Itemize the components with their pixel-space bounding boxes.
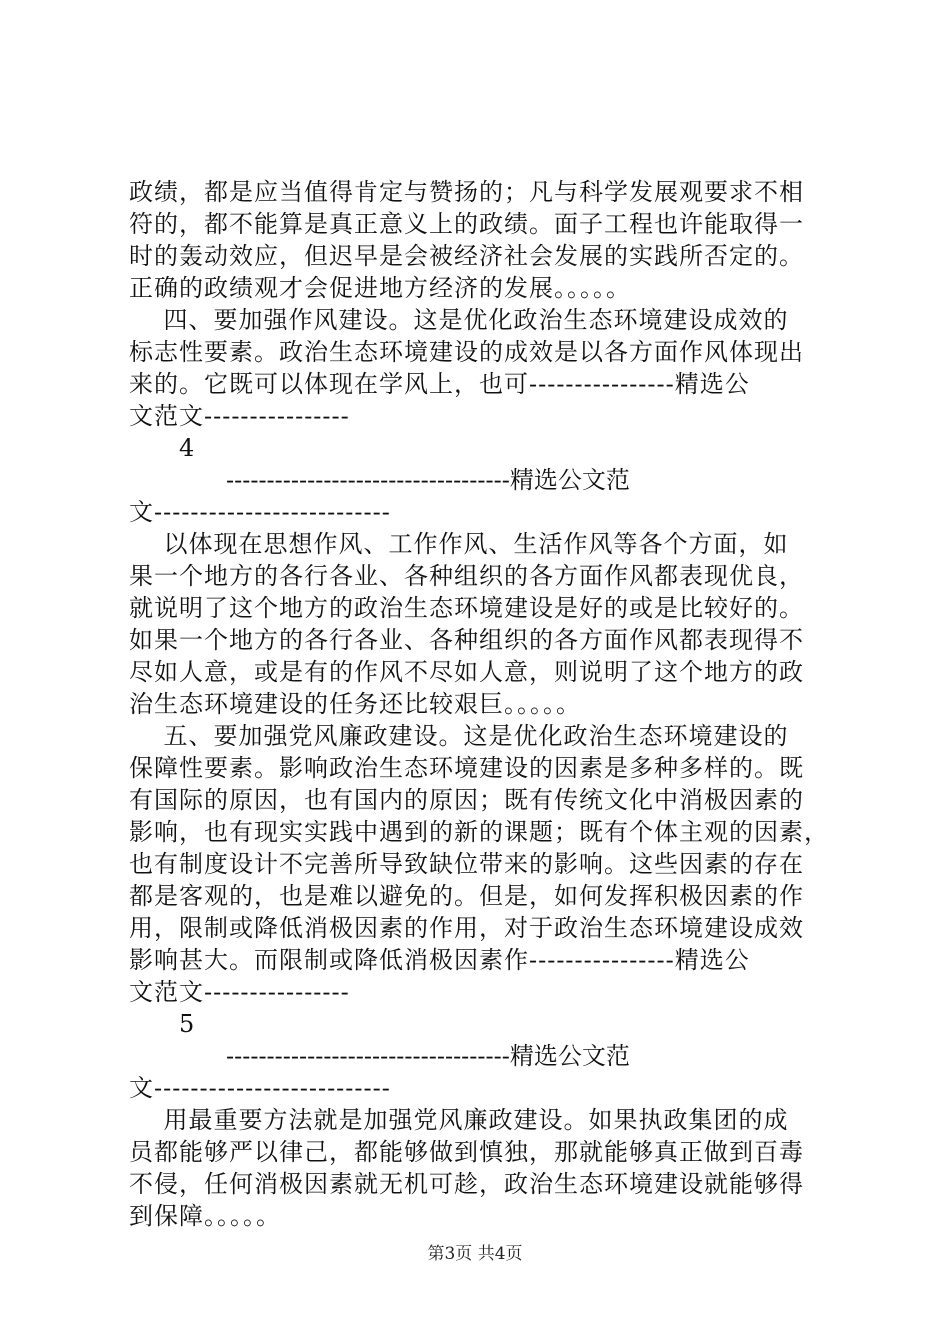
text-line: 到保障。。。。。 xyxy=(129,1202,281,1230)
text-line: 保障性要素。影响政治生态环境建设的因素是多种多样的。既 xyxy=(129,754,804,782)
text-line: 标志性要素。政治生态环境建设的成效是以各方面作风体现出 xyxy=(129,338,804,366)
text-line: 时的轰动效应，但迟早是会被经济社会发展的实践所否定的。 xyxy=(129,242,804,270)
text-line: 有国际的原因，也有国内的原因；既有传统文化中消极因素的 xyxy=(129,786,804,814)
separator-line: 文范文---------------- xyxy=(129,978,350,1006)
text-line: 也有制度设计不完善所导致缺位带来的影响。这些因素的存在 xyxy=(129,850,804,878)
text-line: 来的。它既可以体现在学风上，也可----------------精选公 xyxy=(129,370,750,398)
page-number: 4 xyxy=(179,434,196,462)
text-line: 用，限制或降低消极因素的作用，对于政治生态环境建设成效 xyxy=(129,914,804,942)
text-line: 都是客观的，也是难以避免的。但是，如何发挥积极因素的作 xyxy=(129,882,804,910)
text-line: 用最重要方法就是加强党风廉政建设。如果执政集团的成 xyxy=(129,1106,789,1134)
text-line: 影响，也有现实实践中遇到的新的课题；既有个体主观的因素， xyxy=(129,818,829,846)
page-footer: 第3页 共4页 xyxy=(427,1244,523,1264)
text-line: 尽如人意，或是有的作风不尽如人意，则说明了这个地方的政 xyxy=(129,658,804,686)
separator-line: 文-------------------------- xyxy=(129,1074,391,1102)
separator-line: -----------------------------------精选公文范 xyxy=(226,1042,630,1070)
text-line: 不侵，任何消极因素就无机可趁，政治生态环境建设就能够得 xyxy=(129,1170,804,1198)
text-line: 治生态环境建设的任务还比较艰巨。。。。。 xyxy=(129,690,581,718)
text-line: 果一个地方的各行各业、各种组织的各方面作风都表现优良， xyxy=(129,562,804,590)
text-line: 就说明了这个地方的政治生态环境建设是好的或是比较好的。 xyxy=(129,594,804,622)
separator-line: 文范文---------------- xyxy=(129,402,350,430)
text-line: 符的，都不能算是真正意义上的政绩。面子工程也许能取得一 xyxy=(129,210,804,238)
paragraph-heading-line: 四、要加强作风建设。这是优化政治生态环境建设成效的 xyxy=(129,306,789,334)
text-line: 影响甚大。而限制或降低消极因素作----------------精选公 xyxy=(129,946,750,974)
text-line: 如果一个地方的各行各业、各种组织的各方面作风都表现得不 xyxy=(129,626,804,654)
page-number: 5 xyxy=(179,1010,196,1038)
paragraph-heading-line: 五、要加强党风廉政建设。这是优化政治生态环境建设的 xyxy=(129,722,789,750)
text-line: 以体现在思想作风、工作作风、生活作风等各个方面，如 xyxy=(129,530,789,558)
body-text xyxy=(129,176,829,1232)
separator-line: -----------------------------------精选公文范 xyxy=(226,466,630,494)
separator-line: 文-------------------------- xyxy=(129,498,391,526)
text-line: 员都能够严以律己，都能够做到慎独，那就能够真正做到百毒 xyxy=(129,1138,804,1166)
text-line: 政绩，都是应当值得肯定与赞扬的；凡与科学发展观要求不相 xyxy=(129,178,804,206)
text-line: 正确的政绩观才会促进地方经济的发展。。。。。 xyxy=(129,274,631,302)
